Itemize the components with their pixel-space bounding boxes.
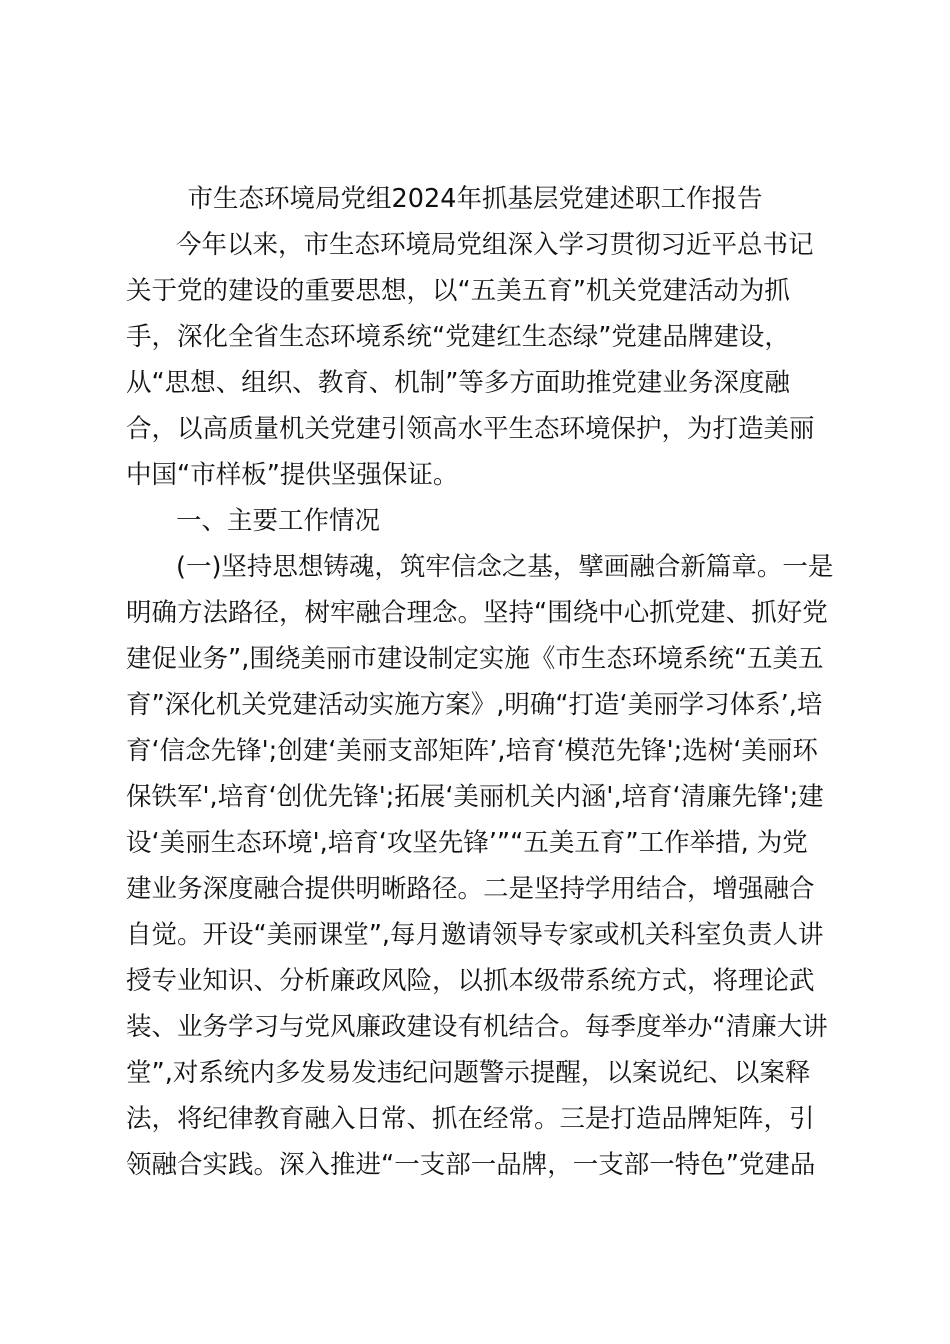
paragraph-line: 手，深化全省生态环境系统“党建红生态绿”党建品牌建设， — [126, 322, 790, 352]
paragraph-line: 明确方法路径，树牢融合理念。坚持“围绕中心抓党建、抓好党 — [126, 598, 828, 628]
paragraph-line: 法，将纪律教育融入日常、抓在经常。三是打造品牌矩阵，引 — [126, 1104, 815, 1134]
paragraph-line: 关于党的建设的重要思想，以“五美五育”机关党建活动为抓 — [126, 276, 790, 306]
paragraph-line: 堂”,对系统内多发易发违纪问题警示提醒，以案说纪、以案释 — [126, 1058, 811, 1088]
section-heading: 一、主要工作情况 — [176, 506, 381, 536]
paragraph-line: 授专业知识、分析廉政风险，以抓本级带系统方式，将理论武 — [126, 966, 815, 996]
paragraph-line: 育”深化机关党建活动实施方案》,明确“打造‘美丽学习体系’,培 — [126, 690, 823, 720]
paragraph-line: 装、业务学习与党风廉政建设有机结合。每季度举办“清廉大讲 — [126, 1012, 828, 1042]
paragraph-line: (一)坚持思想铸魂，筑牢信念之基，擘画融合新篇章。一是 — [176, 552, 834, 582]
paragraph-line: 今年以来，市生态环境局党组深入学习贯彻习近平总书记 — [176, 230, 814, 260]
paragraph-line: 合，以高质量机关党建引领高水平生态环境保护，为打造美丽 — [126, 414, 815, 444]
paragraph-line: 中国“市样板”提供坚强保证。 — [126, 460, 459, 490]
paragraph-line: 领融合实践。深入推进“一支部一品牌，一支部一特色”党建品 — [126, 1150, 816, 1180]
paragraph-line: 自觉。开设“美丽课堂”,每月邀请领导专家或机关科室负责人讲 — [126, 920, 824, 950]
paragraph-line: 保铁军',培育‘创优先锋';拓展‘美丽机关内涵',培育‘清廉先锋';建 — [126, 782, 824, 812]
paragraph-line: 从“思想、组织、教育、机制”等多方面助推党建业务深度融 — [126, 368, 790, 398]
document-title: 市生态环境局党组2024年抓基层党建述职工作报告 — [187, 184, 763, 214]
paragraph-line: 设‘美丽生态环境',培育‘攻坚先锋’”“五美五育”工作举措, 为党 — [126, 828, 808, 858]
paragraph-line: 建业务深度融合提供明晰路径。二是坚持学用结合，增强融合 — [126, 874, 815, 904]
paragraph-line: 建促业务”,围绕美丽市建设制定实施《市生态环境系统“五美五 — [126, 644, 824, 674]
paragraph-line: 育‘信念先锋';创建‘美丽支部矩阵’,培育‘模范先锋';选树‘美丽环 — [126, 736, 818, 766]
